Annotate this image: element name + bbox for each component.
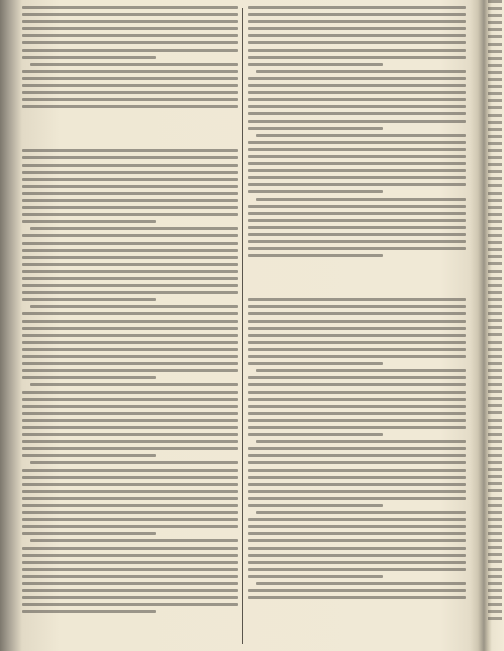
- neighbour-page-text-line: [488, 617, 502, 620]
- illegible-text-line: [248, 27, 466, 30]
- illegible-text-line: [22, 27, 238, 30]
- illegible-text-line: [248, 461, 466, 464]
- illegible-text-line: [22, 213, 238, 216]
- illegible-text-line: [22, 504, 238, 507]
- illegible-text-line: [22, 398, 238, 401]
- illegible-text-line: [248, 419, 466, 422]
- neighbour-page-text-line: [488, 553, 502, 556]
- illegible-text-line: [248, 391, 466, 394]
- illegible-text-line: [22, 312, 238, 315]
- illegible-text-line: [248, 490, 466, 493]
- illegible-text-line: [248, 247, 466, 250]
- illegible-text-line: [248, 355, 466, 358]
- illegible-text-line: [248, 162, 466, 165]
- neighbour-page-text-line: [488, 341, 502, 344]
- neighbour-page-text-line: [488, 121, 502, 124]
- neighbour-page-text-line: [488, 433, 502, 436]
- illegible-text-line: [22, 199, 238, 202]
- illegible-text-line: [22, 20, 238, 23]
- left-column-byline: [22, 133, 238, 143]
- neighbour-page-text-line: [488, 35, 502, 38]
- illegible-text-line: [30, 461, 238, 464]
- illegible-text-line: [30, 227, 238, 230]
- illegible-text-line: [22, 77, 238, 80]
- right-column: [248, 6, 466, 646]
- illegible-text-line: [248, 447, 466, 450]
- illegible-text-line: [22, 56, 156, 59]
- illegible-text-line: [22, 164, 238, 167]
- illegible-text-line: [256, 369, 466, 372]
- illegible-text-line: [248, 561, 466, 564]
- neighbour-page-text-line: [488, 92, 502, 95]
- illegible-text-line: [22, 426, 238, 429]
- illegible-text-line: [22, 70, 238, 73]
- neighbour-page-text-line: [488, 596, 502, 599]
- illegible-text-line: [248, 341, 466, 344]
- illegible-text-line: [248, 518, 466, 521]
- neighbour-page-text-line: [488, 234, 502, 237]
- neighbour-page-text-line: [488, 568, 502, 571]
- neighbour-page-text-line: [488, 333, 502, 336]
- illegible-text-line: [248, 148, 466, 151]
- right-column-text-body: [248, 298, 466, 599]
- illegible-text-line: [22, 185, 238, 188]
- neighbour-page-text-line: [488, 220, 502, 223]
- neighbour-page-text-line: [488, 390, 502, 393]
- neighbour-page-text-line: [488, 468, 502, 471]
- neighbour-page-text-line: [488, 43, 502, 46]
- illegible-text-line: [22, 13, 238, 16]
- illegible-text-line: [22, 348, 238, 351]
- neighbour-page-text-line: [488, 170, 502, 173]
- illegible-text-line: [22, 568, 238, 571]
- illegible-text-line: [22, 405, 238, 408]
- illegible-text-line: [22, 532, 156, 535]
- neighbour-page-text-line: [488, 298, 502, 301]
- illegible-text-line: [248, 169, 466, 172]
- neighbour-page-text-line: [488, 411, 502, 414]
- left-column: [22, 6, 238, 646]
- illegible-text-line: [248, 547, 466, 550]
- illegible-text-line: [248, 212, 466, 215]
- illegible-text-line: [248, 56, 466, 59]
- illegible-text-line: [248, 155, 466, 158]
- illegible-text-line: [248, 298, 466, 301]
- neighbour-page-text-line: [488, 21, 502, 24]
- neighbour-page-text-line: [488, 546, 502, 549]
- neighbour-page-text-line: [488, 248, 502, 251]
- neighbour-page-text-line: [488, 419, 502, 422]
- illegible-text-line: [22, 433, 238, 436]
- neighbour-page-text-line: [488, 454, 502, 457]
- neighbour-page-text-line: [488, 149, 502, 152]
- illegible-text-line: [256, 70, 466, 73]
- neighbour-page-text-line: [488, 135, 502, 138]
- neighbour-page-text-line: [488, 326, 502, 329]
- neighbour-page-text-line: [488, 348, 502, 351]
- illegible-text-line: [248, 476, 466, 479]
- illegible-text-line: [22, 291, 238, 294]
- illegible-text-line: [22, 49, 238, 52]
- illegible-text-line: [30, 63, 238, 66]
- neighbour-page-text-line: [488, 192, 502, 195]
- neighbour-page-text-line: [488, 241, 502, 244]
- neighbour-page-text-line: [488, 603, 502, 606]
- illegible-text-line: [248, 141, 466, 144]
- illegible-text-line: [22, 84, 238, 87]
- illegible-text-line: [248, 362, 383, 365]
- illegible-text-line: [22, 98, 238, 101]
- right-column-text-top: [248, 6, 466, 257]
- illegible-text-line: [22, 582, 238, 585]
- illegible-text-line: [22, 589, 238, 592]
- neighbour-page-text-line: [488, 114, 502, 117]
- illegible-text-line: [22, 156, 238, 159]
- illegible-text-line: [248, 176, 466, 179]
- neighbour-page-text-line: [488, 489, 502, 492]
- neighbour-page-text-line: [488, 404, 502, 407]
- illegible-text-line: [22, 518, 238, 521]
- illegible-text-line: [248, 405, 466, 408]
- illegible-text-line: [22, 91, 238, 94]
- neighbour-page-text-line: [488, 376, 502, 379]
- illegible-text-line: [22, 256, 238, 259]
- illegible-text-line: [248, 469, 466, 472]
- neighbour-page-text-line: [488, 475, 502, 478]
- illegible-text-line: [248, 233, 466, 236]
- neighbour-page-text-line: [488, 227, 502, 230]
- illegible-text-line: [22, 192, 238, 195]
- illegible-text-line: [22, 603, 238, 606]
- illegible-text-line: [30, 383, 238, 386]
- illegible-text-line: [22, 362, 238, 365]
- illegible-text-line: [22, 547, 238, 550]
- illegible-text-line: [22, 249, 238, 252]
- neighbour-page-text-line: [488, 270, 502, 273]
- neighbour-page-text-line: [488, 504, 502, 507]
- neighbour-page-text-line: [488, 255, 502, 258]
- neighbour-page-text-line: [488, 589, 502, 592]
- illegible-text-line: [248, 504, 383, 507]
- illegible-text-line: [22, 298, 156, 301]
- illegible-text-line: [248, 20, 466, 23]
- neighbour-page-text-line: [488, 199, 502, 202]
- illegible-text-line: [248, 383, 466, 386]
- neighbour-page-text-line: [488, 355, 502, 358]
- illegible-text-line: [256, 440, 466, 443]
- illegible-text-line: [248, 183, 466, 186]
- illegible-text-line: [22, 610, 156, 613]
- illegible-text-line: [256, 134, 466, 137]
- neighbour-page-text-line: [488, 575, 502, 578]
- neighbour-page-text-line: [488, 284, 502, 287]
- illegible-text-line: [248, 6, 466, 9]
- neighbour-page-text-line: [488, 57, 502, 60]
- illegible-text-line: [248, 426, 466, 429]
- illegible-text-line: [248, 305, 466, 308]
- illegible-text-line: [248, 589, 466, 592]
- illegible-text-line: [256, 511, 466, 514]
- illegible-text-line: [22, 270, 238, 273]
- neighbour-page-text-line: [488, 362, 502, 365]
- illegible-text-line: [22, 476, 238, 479]
- illegible-text-line: [248, 454, 466, 457]
- illegible-text-line: [248, 63, 383, 66]
- neighbour-page-text-line: [488, 50, 502, 53]
- illegible-text-line: [248, 320, 466, 323]
- neighbour-page-text-line: [488, 369, 502, 372]
- illegible-text-line: [248, 348, 466, 351]
- illegible-text-line: [248, 376, 466, 379]
- illegible-text-line: [248, 105, 466, 108]
- illegible-text-line: [22, 525, 238, 528]
- neighbour-page-text-line: [488, 291, 502, 294]
- illegible-text-line: [248, 334, 466, 337]
- illegible-text-line: [22, 554, 238, 557]
- illegible-text-line: [22, 447, 238, 450]
- illegible-text-line: [22, 41, 238, 44]
- illegible-text-line: [22, 419, 238, 422]
- neighbour-page-text-line: [488, 383, 502, 386]
- illegible-text-line: [248, 327, 466, 330]
- illegible-text-line: [248, 41, 466, 44]
- illegible-text-line: [248, 539, 466, 542]
- illegible-text-line: [22, 105, 238, 108]
- illegible-text-line: [22, 327, 238, 330]
- neighbour-page-edge: [486, 0, 504, 651]
- illegible-text-line: [248, 226, 466, 229]
- illegible-text-line: [22, 596, 238, 599]
- neighbour-page-text-line: [488, 312, 502, 315]
- neighbour-page-text-line: [488, 539, 502, 542]
- neighbour-page-text-line: [488, 14, 502, 17]
- neighbour-page-text-line: [488, 177, 502, 180]
- neighbour-page-text-line: [488, 497, 502, 500]
- neighbour-page-text-line: [488, 397, 502, 400]
- illegible-text-line: [22, 490, 238, 493]
- illegible-text-line: [248, 98, 466, 101]
- illegible-text-line: [248, 312, 466, 315]
- illegible-text-line: [22, 178, 238, 181]
- neighbour-page-text-line: [488, 64, 502, 67]
- illegible-text-line: [248, 554, 466, 557]
- neighbour-page-text-line: [488, 71, 502, 74]
- illegible-text-line: [22, 369, 238, 372]
- illegible-text-line: [248, 120, 466, 123]
- neighbour-page-text-line: [488, 28, 502, 31]
- neighbour-page-text-line: [488, 319, 502, 322]
- neighbour-page-text-line: [488, 518, 502, 521]
- neighbour-page-text-line: [488, 99, 502, 102]
- illegible-text-line: [22, 34, 238, 37]
- illegible-text-line: [22, 234, 238, 237]
- neighbour-page-text-line: [488, 78, 502, 81]
- illegible-text-line: [22, 575, 238, 578]
- illegible-text-line: [22, 497, 238, 500]
- illegible-text-line: [22, 341, 238, 344]
- neighbour-page-text-line: [488, 206, 502, 209]
- illegible-text-line: [22, 483, 238, 486]
- illegible-text-line: [22, 171, 238, 174]
- neighbour-page-text-line: [488, 426, 502, 429]
- illegible-text-line: [22, 391, 238, 394]
- neighbour-page-text-line: [488, 560, 502, 563]
- illegible-text-line: [22, 376, 156, 379]
- illegible-text-line: [22, 206, 238, 209]
- neighbour-page-text-line: [488, 142, 502, 145]
- illegible-text-line: [248, 497, 466, 500]
- illegible-text-line: [248, 532, 466, 535]
- illegible-text-line: [256, 198, 466, 201]
- illegible-text-line: [248, 205, 466, 208]
- neighbour-page-text-line: [488, 582, 502, 585]
- illegible-text-line: [30, 539, 238, 542]
- neighbour-page-text-line: [488, 0, 502, 3]
- illegible-text-line: [248, 77, 466, 80]
- illegible-text-line: [248, 49, 466, 52]
- neighbour-page-text-line: [488, 7, 502, 10]
- illegible-text-line: [248, 575, 383, 578]
- illegible-text-line: [248, 433, 383, 436]
- illegible-text-line: [248, 13, 466, 16]
- illegible-text-line: [22, 454, 156, 457]
- illegible-text-line: [22, 320, 238, 323]
- illegible-text-line: [22, 469, 238, 472]
- left-column-text-body: [22, 149, 238, 613]
- illegible-text-line: [22, 242, 238, 245]
- illegible-text-line: [248, 596, 466, 599]
- neighbour-page-text-line: [488, 610, 502, 613]
- neighbour-page-text-line: [488, 532, 502, 535]
- illegible-text-line: [248, 254, 383, 257]
- illegible-text-line: [22, 412, 238, 415]
- illegible-text-line: [22, 263, 238, 266]
- article-page: [22, 6, 474, 646]
- illegible-text-line: [248, 190, 383, 193]
- left-column-text-top: [22, 6, 238, 108]
- illegible-text-line: [248, 91, 466, 94]
- neighbour-page-text-line: [488, 128, 502, 131]
- illegible-text-line: [30, 305, 238, 308]
- illegible-text-line: [22, 355, 238, 358]
- neighbour-page-text-line: [488, 305, 502, 308]
- illegible-text-line: [22, 6, 238, 9]
- neighbour-page-text-line: [488, 163, 502, 166]
- illegible-text-line: [248, 219, 466, 222]
- column-divider: [242, 8, 243, 644]
- illegible-text-line: [248, 127, 383, 130]
- neighbour-page-text-line: [488, 106, 502, 109]
- illegible-text-line: [248, 412, 466, 415]
- neighbour-page-text-line: [488, 262, 502, 265]
- neighbour-page-text-line: [488, 447, 502, 450]
- left-column-heading: [22, 113, 238, 127]
- neighbour-page-text-line: [488, 440, 502, 443]
- illegible-text-line: [22, 511, 238, 514]
- neighbour-page-text-line: [488, 525, 502, 528]
- illegible-text-line: [248, 568, 466, 571]
- illegible-text-line: [256, 582, 466, 585]
- illegible-text-line: [22, 284, 238, 287]
- illegible-text-line: [248, 525, 466, 528]
- illegible-text-line: [22, 149, 238, 152]
- illegible-text-line: [22, 277, 238, 280]
- right-column-byline: [248, 282, 466, 292]
- illegible-text-line: [248, 483, 466, 486]
- illegible-text-line: [248, 34, 466, 37]
- illegible-text-line: [248, 84, 466, 87]
- neighbour-page-text-line: [488, 482, 502, 485]
- illegible-text-line: [22, 220, 156, 223]
- illegible-text-line: [248, 398, 466, 401]
- illegible-text-line: [248, 112, 466, 115]
- illegible-text-line: [248, 240, 466, 243]
- neighbour-page-text-line: [488, 213, 502, 216]
- illegible-text-line: [22, 334, 238, 337]
- illegible-text-line: [22, 561, 238, 564]
- neighbour-page-text-line: [488, 184, 502, 187]
- neighbour-page-text-line: [488, 156, 502, 159]
- right-column-heading: [248, 262, 466, 276]
- illegible-text-line: [22, 440, 238, 443]
- neighbour-page-text-line: [488, 85, 502, 88]
- neighbour-page-text-line: [488, 277, 502, 280]
- neighbour-page-text-line: [488, 461, 502, 464]
- neighbour-page-text-line: [488, 511, 502, 514]
